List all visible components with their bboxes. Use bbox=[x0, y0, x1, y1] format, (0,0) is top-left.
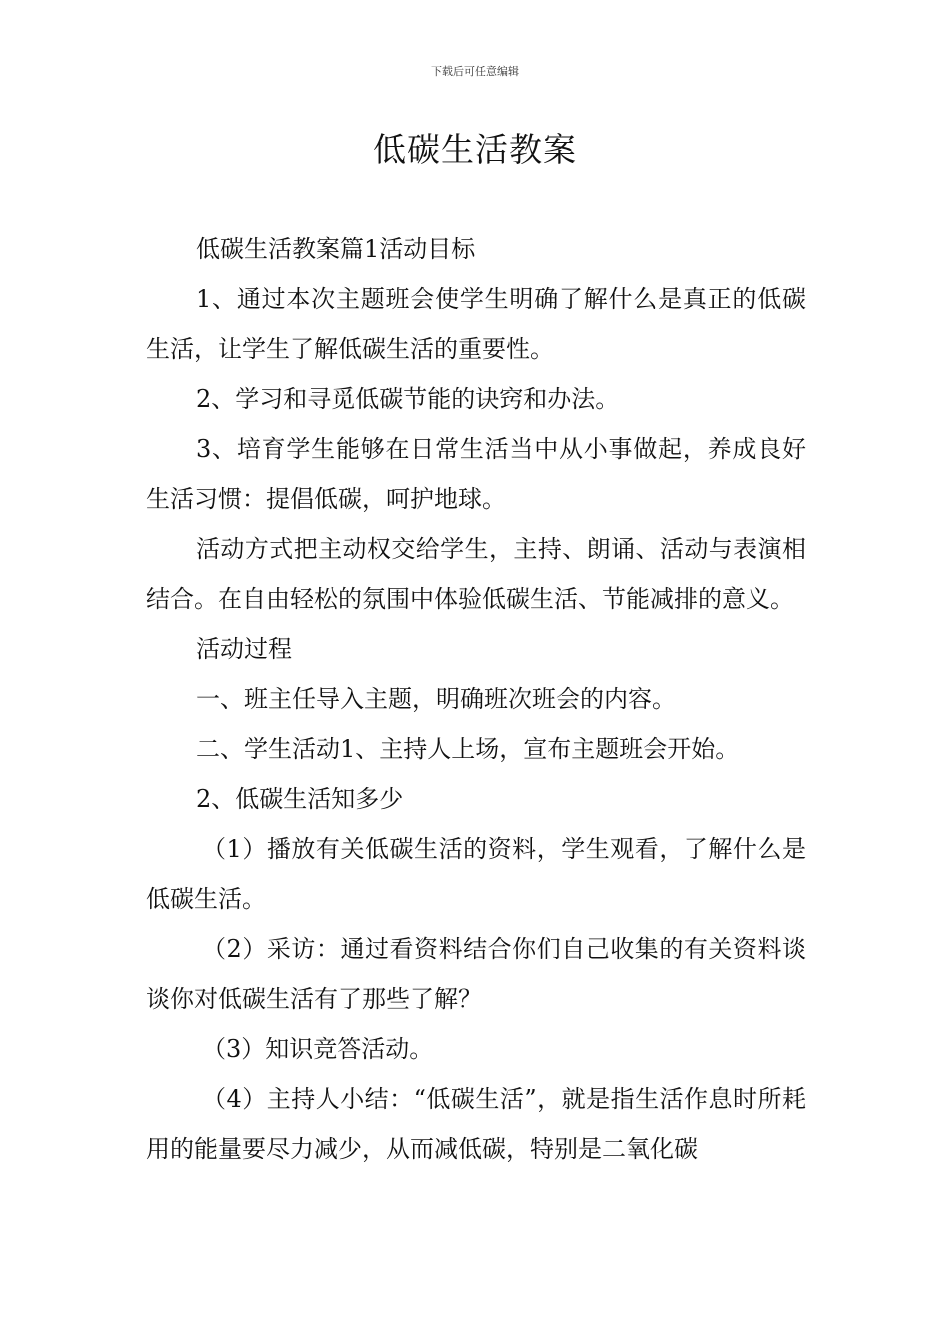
paragraph-item-4: （4）主持人小结：“低碳生活”，就是指生活作息时所耗用的能量要尽力减少，从而减低碳，特别是二氧化碳 bbox=[146, 1085, 806, 1163]
paragraph-item-3: （3）知识竞答活动。 bbox=[202, 1035, 434, 1063]
header-note: 下载后可任意编辑 bbox=[431, 65, 519, 78]
paragraph-activity-method: 活动方式把主动权交给学生，主持、朗诵、活动与表演相结合。在自由轻松的氛围中体验低碳生活、节能减排的意义。 bbox=[146, 535, 806, 613]
document-body bbox=[146, 224, 806, 1174]
paragraph-goal-2: 2、学习和寻觅低碳节能的诀窍和办法。 bbox=[196, 385, 620, 413]
document-title: 低碳生活教案 bbox=[373, 130, 577, 169]
paragraph-goal-1: 1、通过本次主题班会使学生明确了解什么是真正的低碳生活，让学生了解低碳生活的重要性。 bbox=[146, 285, 806, 363]
paragraph-step-1: 一、班主任导入主题，明确班次班会的内容。 bbox=[196, 685, 676, 713]
paragraph-intro: 低碳生活教案篇1活动目标 bbox=[196, 235, 476, 263]
paragraph-goal-3: 3、培育学生能够在日常生活当中从小事做起，养成良好生活习惯：提倡低碳，呵护地球。 bbox=[146, 435, 806, 513]
paragraph-step-2: 二、学生活动1、主持人上场，宣布主题班会开始。 bbox=[196, 735, 740, 763]
paragraph-process-heading: 活动过程 bbox=[196, 635, 292, 663]
paragraph-item-2: （2）采访：通过看资料结合你们自己收集的有关资料谈谈你对低碳生活有了那些了解？ bbox=[146, 935, 806, 1013]
paragraph-step-2-2: 2、低碳生活知多少 bbox=[196, 785, 404, 813]
paragraph-item-1: （1）播放有关低碳生活的资料，学生观看，了解什么是低碳生活。 bbox=[146, 835, 806, 913]
